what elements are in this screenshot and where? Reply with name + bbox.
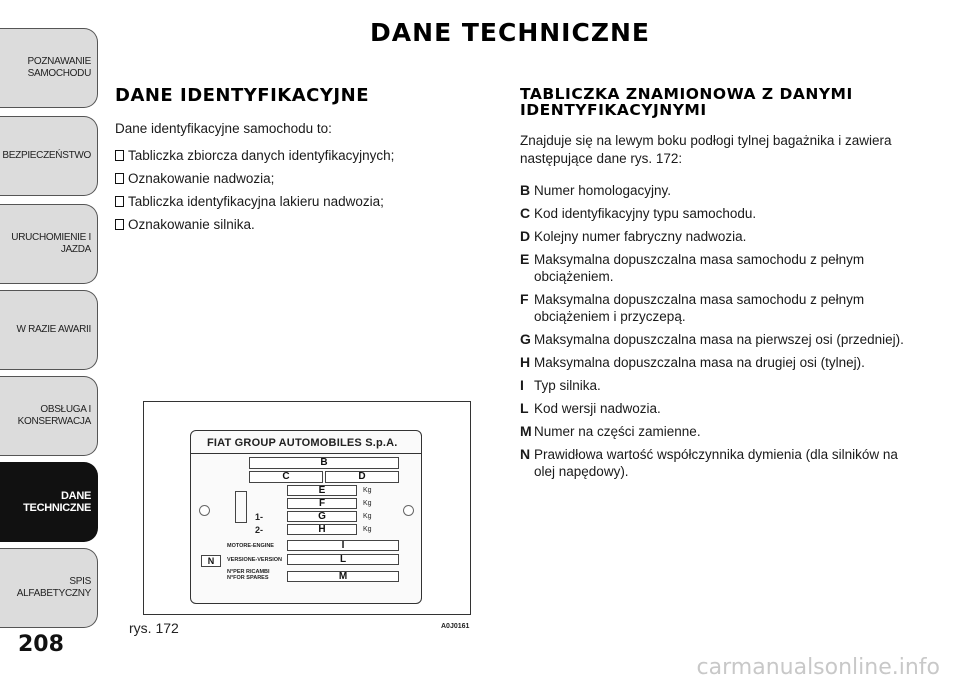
- code-text: Kod identyfikacyjny typu samochodu.: [534, 206, 757, 221]
- list-item: [115, 213, 485, 236]
- plate-intro-text: Znajduje się na lewym boku podłogi tylnej bagażnika i zawiera następujące dane rys. 172:: [520, 133, 892, 166]
- checkbox-bullet-icon: [115, 150, 124, 161]
- plate-field-e: E: [287, 485, 357, 496]
- code-letter: F: [520, 291, 529, 307]
- code-text: Maksymalna dopuszczalna masa na drugiej osi (tylnej).: [534, 355, 865, 370]
- plate-field-d: D: [325, 471, 399, 483]
- list-item-text: Oznakowanie nadwozia;: [128, 171, 275, 186]
- plate-field-g: G: [287, 511, 357, 522]
- list-item-text: Oznakowanie silnika.: [128, 217, 255, 232]
- tab-label: SPIS ALFABETYCZNY: [16, 576, 91, 599]
- tab-spis-alfabetyczny[interactable]: [0, 548, 98, 628]
- code-letter: I: [520, 377, 524, 393]
- figure-identification-plate: [143, 401, 471, 615]
- tab-w-razie-awarii[interactable]: [0, 290, 98, 370]
- figure-caption: rys. 172: [129, 620, 179, 636]
- section-heading-identification: DANE IDENTYFIKACYJNE: [115, 85, 369, 106]
- code-letter: M: [520, 423, 532, 439]
- plate-field-l: L: [287, 554, 399, 565]
- page-title: DANE TECHNICZNE: [370, 18, 650, 47]
- plate-field-f: F: [287, 498, 357, 509]
- code-letter: B: [520, 182, 531, 198]
- plate-field-m: M: [287, 571, 399, 582]
- code-letter: N: [520, 446, 531, 462]
- version-label: VERSIONE-VERSION: [227, 557, 283, 563]
- kg-unit: Kg: [363, 487, 372, 494]
- identification-plate: [190, 430, 422, 604]
- list-item: [520, 400, 920, 417]
- plate-field-n: N: [201, 555, 221, 567]
- tab-dane-techniczne[interactable]: [0, 462, 98, 542]
- code-text: Prawidłowa wartość współczynnika dymienia (dla silników na olej napędowy).: [534, 447, 898, 479]
- list-item: [520, 331, 920, 348]
- spares-label: N°PER RICAMBI N°FOR SPARES: [227, 569, 270, 581]
- intro-text: Dane identyfikacyjne samochodu to:: [115, 121, 332, 136]
- list-item-text: Tabliczka identyfikacyjna lakieru nadwozia;: [128, 194, 384, 209]
- engine-label: MOTORE-ENGINE: [227, 543, 274, 549]
- mounting-hole-icon: [403, 505, 414, 516]
- list-item: [520, 446, 920, 480]
- code-letter: C: [520, 205, 531, 221]
- tab-label: POZNAWANIE SAMOCHODU: [27, 56, 91, 79]
- tab-label: BEZPIECZEŃSTWO: [2, 150, 91, 161]
- list-item: [115, 190, 485, 213]
- kg-unit: Kg: [363, 513, 372, 520]
- axle-2-label: 2-: [255, 525, 264, 535]
- kg-unit: Kg: [363, 500, 372, 507]
- code-letter: G: [520, 331, 531, 347]
- tab-poznawanie-samochodu[interactable]: [0, 28, 98, 108]
- list-item: [520, 291, 920, 325]
- code-text: Maksymalna dopuszczalna masa samochodu z pełnym obciążeniem.: [534, 252, 865, 284]
- section-heading-plate: TABLICZKA ZNAMIONOWA Z DANYMI IDENTYFIKACYJNYMI: [520, 85, 853, 119]
- identification-list: [115, 144, 485, 236]
- list-item: [520, 377, 920, 394]
- plate-field-c: C: [249, 471, 323, 483]
- plate-field-h: H: [287, 524, 357, 535]
- left-column: [115, 86, 485, 236]
- tab-obsluga-i-konserwacja[interactable]: [0, 376, 98, 456]
- tab-bezpieczenstwo[interactable]: [0, 116, 98, 196]
- code-letter: D: [520, 228, 531, 244]
- figure-code: A0J0161: [441, 623, 470, 630]
- checkbox-bullet-icon: [115, 196, 124, 207]
- code-letter: H: [520, 354, 531, 370]
- tab-label: DANE TECHNICZNE: [23, 490, 91, 514]
- list-item: [520, 228, 920, 245]
- list-item: [115, 167, 485, 190]
- list-item: [520, 251, 920, 285]
- code-text: Maksymalna dopuszczalna masa samochodu z pełnym obciążeniem i przyczepą.: [534, 292, 865, 324]
- tab-label: W RAZIE AWARII: [16, 324, 91, 335]
- plate-divider: [191, 453, 421, 454]
- code-text: Numer homologacyjny.: [534, 183, 672, 198]
- code-text: Maksymalna dopuszczalna masa na pierwszej osi (przedniej).: [534, 332, 904, 347]
- plate-codes-list: [520, 182, 920, 480]
- code-letter: E: [520, 251, 530, 267]
- plate-field-b: B: [249, 457, 399, 469]
- list-item-text: Tabliczka zbiorcza danych identyfikacyjnych;: [128, 148, 395, 163]
- checkbox-bullet-icon: [115, 173, 124, 184]
- tab-label: OBSŁUGA I KONSERWACJA: [17, 404, 91, 427]
- axle-1-label: 1-: [255, 512, 264, 522]
- tab-label: URUCHOMIENIE I JAZDA: [11, 232, 91, 255]
- code-text: Typ silnika.: [534, 378, 601, 393]
- page-number: 208: [18, 632, 64, 657]
- code-text: Kod wersji nadwozia.: [534, 401, 661, 416]
- list-item: [520, 423, 920, 440]
- code-letter: L: [520, 400, 529, 416]
- kg-unit: Kg: [363, 526, 372, 533]
- list-item: [520, 182, 920, 199]
- checkbox-bullet-icon: [115, 219, 124, 230]
- list-item: [115, 144, 485, 167]
- plate-header: FIAT GROUP AUTOMOBILES S.p.A.: [207, 437, 398, 449]
- code-text: Numer na części zamienne.: [534, 424, 701, 439]
- code-text: Kolejny numer fabryczny nadwozia.: [534, 229, 747, 244]
- list-item: [520, 354, 920, 371]
- tab-uruchomienie-i-jazda[interactable]: [0, 204, 98, 284]
- mounting-hole-icon: [199, 505, 210, 516]
- plate-stamp-box: [235, 491, 247, 523]
- list-item: [520, 205, 920, 222]
- plate-field-i: I: [287, 540, 399, 551]
- watermark: carmanualsonline.info: [696, 655, 940, 680]
- right-column: [520, 86, 920, 486]
